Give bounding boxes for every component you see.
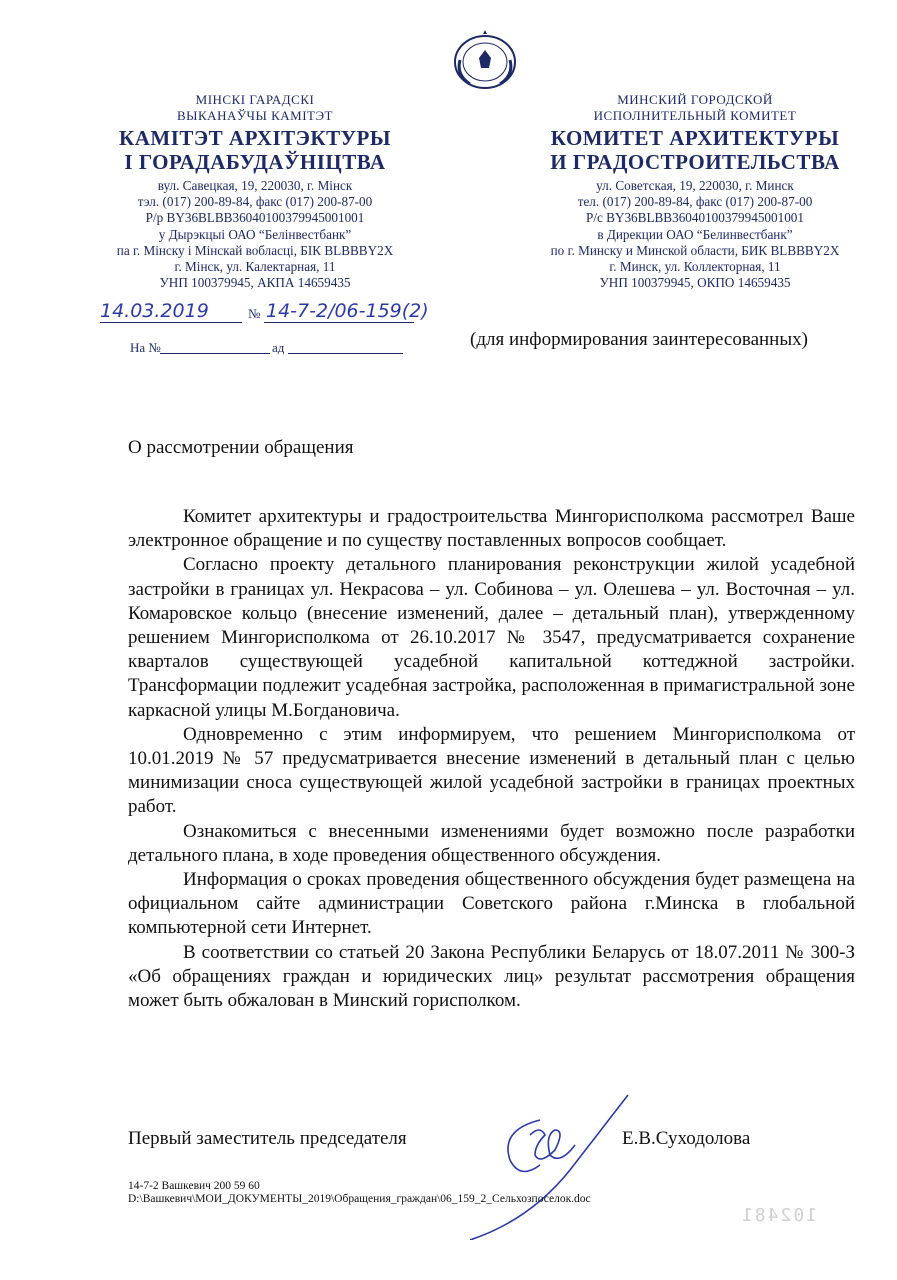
recipient-note: (для информирования заинтересованных) — [470, 329, 808, 350]
address-line: в Дирекции ОАО “Белинвестбанк” — [597, 226, 793, 242]
number-label: № — [248, 306, 261, 321]
paragraph: Информация о сроках проведения общественного обсуждения будет размещена на официальном сайте администрации Советского района г.Минска в глобальной компьютерной сети Интернет. — [128, 869, 855, 939]
committee-title — [90, 126, 420, 174]
address-line: г. Минск, ул. Коллекторная, 11 — [609, 259, 781, 275]
incoming-label: На № — [130, 340, 161, 355]
outgoing-date: 14.03.2019 — [100, 300, 209, 322]
signer-position: Первый заместитель председателя — [128, 1128, 407, 1149]
address-line: ул. Советская, 19, 220030, г. Минск — [596, 178, 794, 193]
address-line: УНП 100379945, ОКПО 14659435 — [599, 275, 791, 291]
title-line: КАМІТЭТ АРХІТЭКТУРЫ — [119, 126, 391, 150]
address-line: г. Мінск, ул. Калектарная, 11 — [174, 259, 336, 275]
org-line: МИНСКИЙ ГОРОДСКОЙ — [617, 92, 773, 107]
executor-line: 14-7-2 Вашкевич 200 59 60 — [128, 1180, 260, 1192]
address-line: УНП 100379945, АКПА 14659435 — [159, 275, 351, 291]
address-line: тел. (017) 200-89-84, факс (017) 200-87-00 — [577, 194, 813, 210]
handwritten-signature — [470, 1090, 640, 1240]
address-line: Р/р BY36BLBB36040100379945001001 — [145, 210, 365, 226]
incoming-underline — [160, 353, 270, 354]
letter-body — [128, 505, 855, 1013]
paragraph: Одновременно с этим информируем, что решением Мингорисполкома от 10.01.2019 № 57 предусматривается внесение изменений в детальный план с целью минимизации сноса существующей жилой усадебной застройки в границах проектных работ. — [128, 723, 855, 818]
address-line: вул. Савецкая, 19, 220030, г. Мінск — [157, 178, 353, 193]
committee-title — [500, 126, 890, 174]
title-line: І ГОРАДАБУДАЎНІЦТВА — [124, 150, 386, 174]
paragraph: Ознакомиться с внесенными изменениями будет возможно после разработки детального плана, в ходе проведения общественного обсуждения. — [128, 820, 855, 866]
date-underline — [100, 322, 242, 323]
from-label: ад — [272, 340, 285, 355]
letterhead-russian — [500, 92, 890, 291]
address-line: па г. Мінску і Мінскай вобласці, БІК BLBBBY2X — [116, 242, 394, 258]
from-underline — [288, 353, 403, 354]
address-line: тэл. (017) 200-89-84, факс (017) 200-87-00 — [137, 194, 373, 210]
title-line: И ГРАДОСТРОИТЕЛЬСТВА — [550, 150, 840, 174]
number-underline — [264, 322, 414, 323]
outgoing-number: 14-7-2/06-159(2) — [266, 300, 429, 322]
paragraph: Согласно проекту детального планирования реконструкции жилой усадебной застройки в границах ул. Некрасова – ул. Собинова – ул. Олешева – ул. Восточная – ул. Комаровское кольцо (внесение изменений, далее – детальный план), утвержденному решением Мингорисполкома от 26.10.2017 № 3547, предусматривается сохранение кварталов существующей усадебной капитальной коттеджной застройки. Трансформации подлежит усадебная застройка, расположенная в примагистральной зоне каркасной улицы М.Богдановича. — [128, 554, 855, 721]
title-line: КОМИТЕТ АРХИТЕКТУРЫ — [550, 126, 840, 150]
paragraph: Комитет архитектуры и градостроительства Мингорисполкома рассмотрел Ваше электронное обращение и по существу поставленных вопросов сообщает. — [128, 506, 855, 552]
address-line: Р/с BY36BLBB36040100379945001001 — [586, 210, 804, 226]
org-line: ИСПОЛНИТЕЛЬНЫЙ КОМИТЕТ — [593, 108, 797, 123]
registration-stamp: 102481 — [740, 1205, 818, 1226]
paragraph: В соответствии со статьей 20 Закона Республики Беларусь от 18.07.2011 № 300-З «Об обращениях граждан и юридических лиц» результат рассмотрения обращения может быть обжалован в Минский горисполком. — [128, 941, 855, 1012]
executor-info — [128, 1180, 591, 1206]
address-line: по г. Минску и Минской области, БИК BLBBBY2X — [550, 242, 840, 258]
org-line: МІНСКІ ГАРАДСКІ — [195, 92, 315, 107]
signer-name: Е.В.Суходолова — [622, 1128, 751, 1149]
letterhead-belarusian — [90, 92, 420, 291]
org-line: ВЫКАНАЎЧЫ КАМІТЭТ — [177, 108, 333, 123]
subject: О рассмотрении обращения — [128, 437, 354, 458]
state-emblem-icon — [445, 30, 525, 90]
address-line: у Дырэкцыі ОАО “Белінвестбанк” — [158, 226, 352, 242]
file-path: D:\Вашкевич\МОИ_ДОКУМЕНТЫ_2019\Обращения_граждан\06_159_2_Сельхозпоселок.doc — [128, 1193, 591, 1205]
